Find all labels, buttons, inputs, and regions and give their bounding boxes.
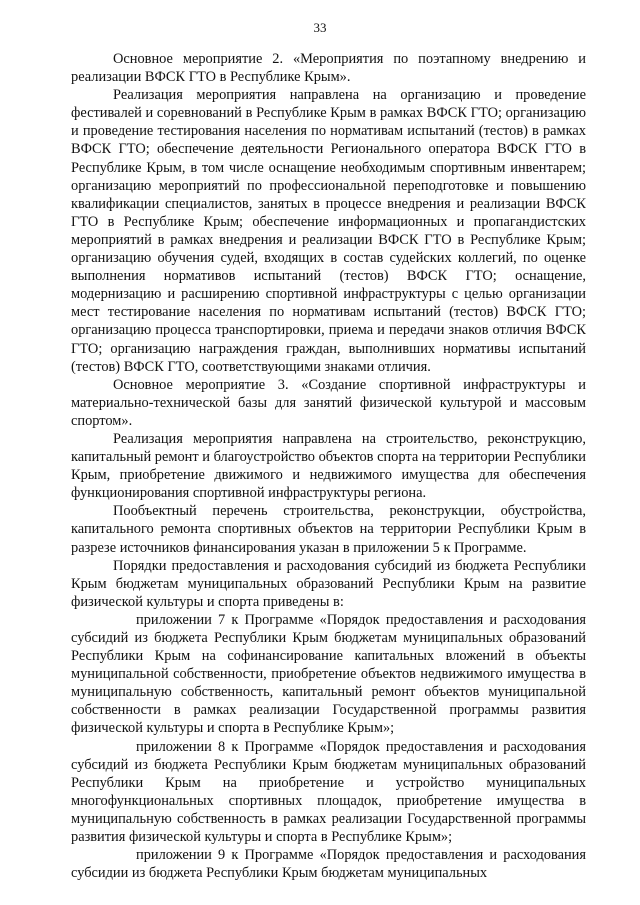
appendix-9-list-item: приложении 9 к Программе «Порядок предоставления и расходования субсидии из бюджета Республики Крым бюджетам муниципальных xyxy=(71,847,586,882)
main-event-3-title-paragraph: Основное мероприятие 3. «Создание спортивной инфраструктуры и материально-технической базы для занятий физической культурой и массовым спортом». xyxy=(71,376,586,429)
object-list-paragraph: Пообъектный перечень строительства, реконструкции, обустройства, капитального ремонта спортивных объектов на территории Республики Крым в разрезе источников финансирования указан в приложении 5 к Программе. xyxy=(71,503,586,556)
subsidy-procedures-intro-paragraph: Порядки предоставления и расходования субсидий из бюджета Республики Крым бюджетам муниципальных образований Республики Крым на развитие физической культуры и спорта приведены в: xyxy=(71,557,586,610)
page-number: 33 xyxy=(313,20,327,35)
main-event-2-title-paragraph: Основное мероприятие 2. «Мероприятия по поэтапному внедрению и реализации ВФСК ГТО в Республике Крым». xyxy=(71,51,586,86)
appendix-7-list-item: приложении 7 к Программе «Порядок предоставления и расходования субсидий из бюджета Республики Крым бюджетам муниципальных образований Республики Крым на софинансирование капитальных вложений в объекты муниципальной собственности, приобретение объектов недвижимого имущества в муниципальную собственность, капитальный ремонт объектов муниципальной собственности в рамках реализации Государственной программы развития физической культуры и спорта в Республике Крым»; xyxy=(71,611,586,737)
document-body xyxy=(71,50,586,882)
main-event-2-description-paragraph: Реализация мероприятия направлена на организацию и проведение фестивалей и соревнований в Республике Крым в рамках ВФСК ГТО; организацию и проведение тестирования населения по нормативам испытаний (тестов) в рамках ВФСК ГТО; обеспечение деятельности Регионального оператора ВФСК ГТО в Республике Крым, в том числе оснащение необходимым спортивным инвентарем; организацию мероприятий по профессиональной переподготовке и повышению квалификации специалистов, занятых в процессе внедрения и реализации ВФСК ГТО в Республике Крым; обеспечение информационных и пропагандистских мероприятий в рамках внедрения и реализации ВФСК ГТО в Республике Крым; организацию обучения судей, входящих в состав судейских коллегий, по оценке выполнения нормативов испытаний (тестов) ВФСК ГТО; оснащение, модернизацию и расширению спортивной инфраструктуры с целью организации мест тестирование населения по нормативам испытаний (тестов) ВФСК ГТО; организацию процесса транспортировки, приема и передачи знаков отличия ВФСК ГТО; организацию награждения граждан, выполнивших нормативы испытаний (тестов) ВФСК ГТО, соответствующими знаками отличия. xyxy=(71,87,586,375)
appendix-8-list-item: приложении 8 к Программе «Порядок предоставления и расходования субсидий из бюджета Республики Крым бюджетам муниципальных образований Республики Крым на приобретение и устройство муниципальных многофункциональных спортивных площадок, приобретение имущества в муниципальную собственность в рамках реализации Государственной программы развития физической культуры и спорта в Республике Крым»; xyxy=(71,738,586,846)
main-event-3-description-paragraph: Реализация мероприятия направлена на строительство, реконструкцию, капитальный ремонт и благоустройство объектов спорта на территории Республики Крым, приобретение движимого и недвижимого имущества для обеспечения функционирования спортивной инфраструктуры региона. xyxy=(71,430,586,502)
